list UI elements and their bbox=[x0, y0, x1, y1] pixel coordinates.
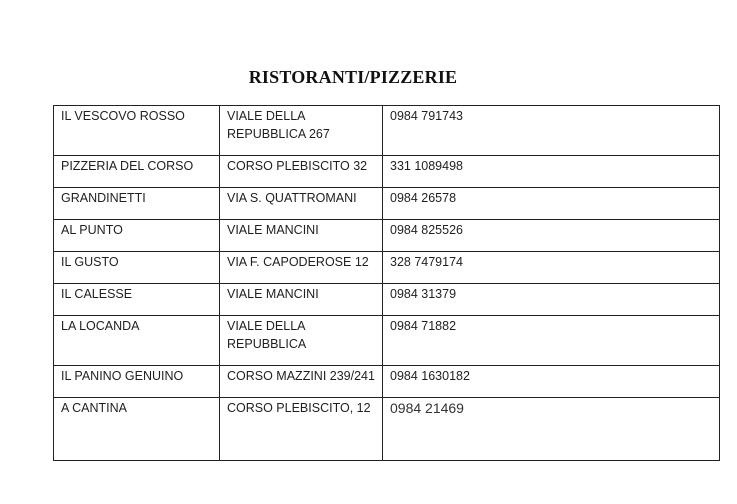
address-cell: VIALE MANCINI bbox=[220, 284, 383, 316]
phone-cell: 0984 26578 bbox=[383, 188, 720, 220]
restaurant-name-cell: LA LOCANDA bbox=[54, 316, 220, 366]
restaurant-name-cell: IL VESCOVO ROSSO bbox=[54, 106, 220, 156]
phone-cell: 0984 825526 bbox=[383, 220, 720, 252]
phone-cell: 0984 71882 bbox=[383, 316, 720, 366]
restaurant-name-cell: GRANDINETTI bbox=[54, 188, 220, 220]
table-row bbox=[54, 106, 720, 156]
phone-cell: 0984 791743 bbox=[383, 106, 720, 156]
table-row bbox=[54, 220, 720, 252]
phone-cell: 0984 1630182 bbox=[383, 366, 720, 398]
table-row bbox=[54, 398, 720, 461]
phone-cell: 0984 21469 bbox=[383, 398, 720, 461]
address-cell: CORSO PLEBISCITO 32 bbox=[220, 156, 383, 188]
restaurant-name-cell: AL PUNTO bbox=[54, 220, 220, 252]
phone-cell: 331 1089498 bbox=[383, 156, 720, 188]
restaurant-name-cell: PIZZERIA DEL CORSO bbox=[54, 156, 220, 188]
phone-cell: 0984 31379 bbox=[383, 284, 720, 316]
address-cell: VIALE DELLA REPUBBLICA 267 bbox=[220, 106, 383, 156]
restaurant-name-cell: IL PANINO GENUINO bbox=[54, 366, 220, 398]
restaurant-name-cell: IL GUSTO bbox=[54, 252, 220, 284]
table-row bbox=[54, 316, 720, 366]
restaurant-name-cell: A CANTINA bbox=[54, 398, 220, 461]
address-cell: CORSO MAZZINI 239/241 bbox=[220, 366, 383, 398]
page-title: RISTORANTI/PIZZERIE bbox=[248, 67, 458, 87]
table-row bbox=[54, 252, 720, 284]
address-cell: VIA F. CAPODEROSE 12 bbox=[220, 252, 383, 284]
address-cell: VIA S. QUATTROMANI bbox=[220, 188, 383, 220]
address-cell: VIALE MANCINI bbox=[220, 220, 383, 252]
restaurant-table bbox=[53, 105, 720, 461]
table-row bbox=[54, 188, 720, 220]
table-row bbox=[54, 366, 720, 398]
table-row bbox=[54, 284, 720, 316]
table-row bbox=[54, 156, 720, 188]
phone-cell: 328 7479174 bbox=[383, 252, 720, 284]
address-cell: CORSO PLEBISCITO, 12 bbox=[220, 398, 383, 461]
restaurant-name-cell: IL CALESSE bbox=[54, 284, 220, 316]
address-cell: VIALE DELLA REPUBBLICA bbox=[220, 316, 383, 366]
